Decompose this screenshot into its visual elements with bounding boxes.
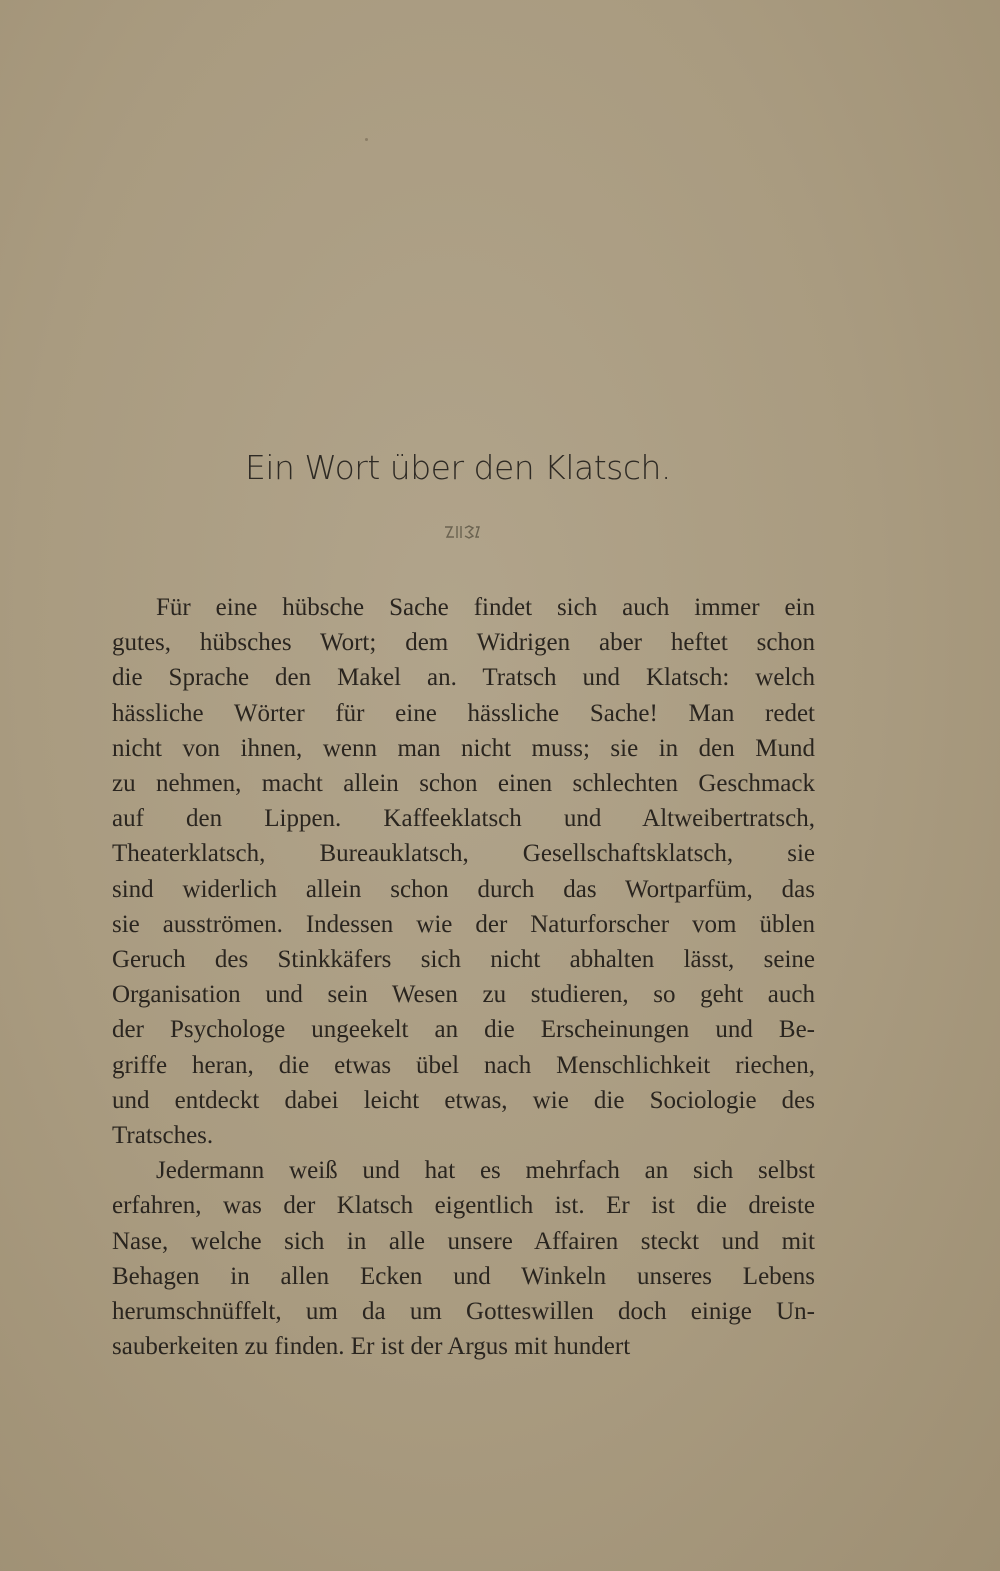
text-line: zu nehmen, macht allein schon einen schlechten Geschmack [112,770,815,798]
text-line: Geruch des Stinkkäfers sich nicht abhalten lässt, seine [112,946,815,974]
text-line: hässliche Wörter für eine hässliche Sache! Man redet [112,699,815,727]
text-line: sauberkeiten zu finden. Er ist der Argus mit hundert [112,1333,631,1361]
text-line: und entdeckt dabei leicht etwas, wie die Sociologie des [112,1086,815,1114]
text-line: nicht von ihnen, wenn man nicht muss; sie in den Mund [112,734,815,762]
text-line: sind widerlich allein schon durch das Wortparfüm, das [112,875,815,903]
text-line: Nase, welche sich in alle unsere Affairen steckt und mit [112,1227,815,1255]
chapter-title: Ein Wort über den Klatsch. [245,448,671,487]
text-line: griffe heran, die etwas übel nach Menschlichkeit riechen, [112,1051,815,1079]
text-line: Organisation und sein Wesen zu studieren, so geht auch [112,981,815,1009]
text-line: Behagen in allen Ecken und Winkeln unseres Lebens [112,1262,815,1290]
text-line: der Psychologe ungeekelt an die Erscheinungen und Be- [112,1016,815,1044]
text-line: erfahren, was der Klatsch eigentlich ist. Er ist die dreiste [112,1192,815,1220]
body-text [112,590,815,1364]
text-line: Tratsches. [112,1122,214,1150]
text-line: gutes, hübsches Wort; dem Widrigen aber heftet schon [112,629,815,657]
ornament-icon [442,523,482,541]
paragraph [112,1153,815,1364]
text-line: auf den Lippen. Kaffeeklatsch und Altweibertratsch, [112,805,815,833]
text-line: Jedermann weiß und hat es mehrfach an sich selbst [156,1157,815,1185]
paper-speck [365,138,368,141]
text-line: herumschnüffelt, um da um Gotteswillen doch einige Un- [112,1298,815,1326]
text-line: Theaterklatsch, Bureauklatsch, Gesellschaftsklatsch, sie [112,840,815,868]
text-line: sie ausströmen. Indessen wie der Naturforscher vom üblen [112,910,815,938]
text-line: Für eine hübsche Sache findet sich auch immer ein [156,594,815,621]
paragraph [112,590,815,1153]
text-line: die Sprache den Makel an. Tratsch und Klatsch: welch [112,664,815,692]
